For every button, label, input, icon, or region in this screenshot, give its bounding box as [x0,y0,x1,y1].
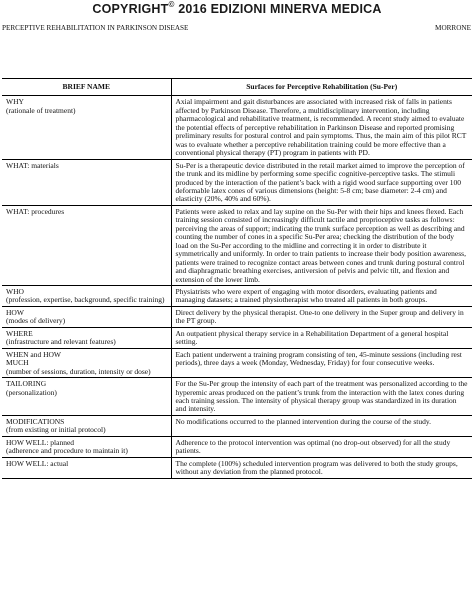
row-label: WHO (profession, expertise, background, specific training) [2,285,171,306]
row-label: HOW WELL: planned (adherence and procedure to maintain it) [2,436,171,457]
row-description: Axial impairment and gait disturbances are associated with increased risk of falls in patients affected by Parkinson Disease. Therefore, a multidisciplinary intervention, including pharmacological and rehabilitative treatment, is recommended. A recent study aimed to evaluate the potential effects of perceptive rehabilitation in Parkinson Disease and reported promising preliminary results for postural control and pain symptoms. Thus, the main aim of this pilot RCT was to evaluate whether a perceptive rehabilitation training could be more effective than a conventional physical therapy (PT) program in patients with PD. [171,96,472,159]
row-label: WHY (rationale of treatment) [2,96,171,159]
row-label: WHERE (infrastructure and relevant features) [2,327,171,348]
row-label: HOW WELL: actual [2,457,171,478]
copyright-symbol: © [168,0,175,9]
table-row-why [2,96,472,159]
running-head-author: MORRONE [435,24,471,32]
table-row-how [2,306,472,327]
column-header-intervention: Surfaces for Perceptive Rehabilitation (Su-Per) [171,79,472,96]
copyright-banner [0,2,474,16]
table-row-tailoring [2,378,472,416]
table-row-who [2,285,472,306]
row-description: Su-Per is a therapeutic device distributed in the retail market aimed to improve the perception of the trunk and its midline by performing some specific cognitive-perceptive tasks. The stimuli produced by the interaction of the patient’s back with a rigid wood surface supporting over 100 deformable latex cones of various dimensions (height: 5-8 cm; base diameter: 2-4 cm) and elasticity (20%, 40% and 60%). [171,159,472,205]
row-label: WHAT: procedures [2,205,171,285]
row-description: Physiatrists who were expert of engaging with motor disorders, evaluating patients and managing datasets; a trained physiotherapist who treated all patients in both groups. [171,285,472,306]
table-row-how-well-planned [2,436,472,457]
table-row-what-materials [2,159,472,205]
row-label: MODIFICATIONS (from existing or initial protocol) [2,415,171,436]
copyright-publisher: 2016 EDIZIONI MINERVA MEDICA [174,2,382,16]
table-row-where [2,327,472,348]
row-description: No modifications occurred to the planned intervention during the course of the study. [171,415,472,436]
row-description: Adherence to the protocol intervention was optimal (no drop-out observed) for all the study patients. [171,436,472,457]
row-label: WHAT: materials [2,159,171,205]
column-header-brief-name: BRIEF NAME [2,79,171,96]
table-row-modifications [2,415,472,436]
row-label: TAILORING (personalization) [2,378,171,416]
running-head-title: PERCEPTIVE REHABILITATION IN PARKINSON DISEASE [2,24,189,32]
row-description: Patients were asked to relax and lay supine on the Su-Per with their hips and knees flexed. Each training session consisted of increasingly difficult tactile and proprioceptive tasks as follows: perceiving the areas of support; indicating the trunk surface perception as well as describing and counting the number of cones in a specific Su-Per area; checking the distribution of the body load on the Su-Per according to the midline and correcting it in order to distribute it symmetrically and uniformly. In order to train patients to increase their body position awareness, patients were trained to recognize contact areas between cones and trunk during postural control and diaphragmatic breathing exercises, antiversion of pelvis and pelvic tilt, and flexion and extension of the lower limb. [171,205,472,285]
table-row-what-procedures [2,205,472,285]
tidier-checklist-table [2,78,472,607]
row-description: An outpatient physical therapy service in a Rehabilitation Department of a general hospital setting. [171,327,472,348]
table-row-when-how-much [2,348,472,377]
table-row-how-well-actual [2,457,472,478]
row-label: HOW (modes of delivery) [2,306,171,327]
row-description: Direct delivery by the physical therapist. One-to one delivery in the Super group and delivery in the PT group. [171,306,472,327]
row-description: Each patient underwent a training program consisting of ten, 45-minute sessions (including rest periods), three days a week (Monday, Wednesday, Friday) for four consecutive weeks. [171,348,472,377]
row-label: WHEN and HOW MUCH (number of sessions, duration, intensity or dose) [2,348,171,377]
row-description: The complete (100%) scheduled intervention program was delivered to both the study groups, without any deviation from the planned protocol. [171,457,472,478]
table-header-row [2,79,472,96]
row-description: For the Su-Per group the intensity of each part of the treatment was personalized according to the hyperemic areas produced on the patient’s trunk from the interaction with the latex cones during each training session. The intensity of physical therapy group was standardized in its duration and intensity. [171,378,472,416]
copyright-prefix: COPYRIGHT [92,2,169,16]
